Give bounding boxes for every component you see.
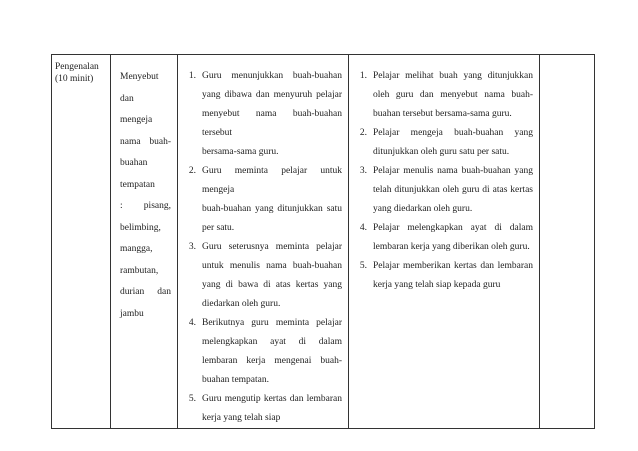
content-line: nama buah-: [120, 136, 171, 147]
step-number: 1.: [188, 71, 196, 81]
student-step: [349, 67, 533, 124]
step-text-line: buah-buahan yang ditunjukkan satu: [202, 204, 342, 214]
step-text-line: Berikutnya guru meminta pelajar: [202, 318, 342, 328]
step-text-line: yang dibawa dan menyuruh pelajar: [202, 90, 342, 100]
stage-duration: (10 minit): [55, 74, 94, 84]
step-text: [202, 314, 342, 390]
step-text: [373, 162, 533, 219]
step-text: [373, 219, 533, 257]
step-text: [202, 390, 342, 428]
teacher-step: [178, 238, 342, 314]
step-number: 5.: [188, 394, 196, 404]
content-line: rambutan,: [120, 265, 159, 276]
content-line: mangga,: [120, 244, 153, 254]
step-number: 5.: [359, 261, 367, 271]
step-text-line: Pelajar melihat buah yang ditunjukkan: [373, 71, 533, 81]
step-text: [202, 162, 342, 238]
content-line: mengeja: [120, 115, 153, 125]
step-text-line: Pelajar memberikan kertas dan lembaran: [373, 261, 533, 271]
step-text-line: Pelajar menulis nama buah-buahan yang: [373, 166, 533, 176]
step-text-line: lembaran kerja mengenai buah-: [202, 356, 342, 366]
teacher-step: [178, 67, 342, 162]
student-activity-cell: [349, 55, 540, 429]
teacher-step: [178, 390, 342, 428]
step-text-line: bersama-sama guru.: [202, 147, 279, 157]
step-text-line: oleh guru dan menyebut nama buah-: [373, 90, 533, 100]
content-line: durian dan: [120, 287, 171, 297]
student-activity-list: [349, 55, 539, 295]
teacher-activity-cell: [178, 55, 349, 429]
step-text-line: Guru meminta pelajar untuk mengeja: [202, 166, 342, 195]
step-text: [202, 67, 342, 162]
step-text-line: yang diedarkan oleh guru.: [373, 204, 473, 214]
step-text: [373, 257, 533, 295]
content-line: jambu: [120, 308, 144, 319]
lesson-row: [52, 55, 595, 429]
step-number: 4.: [359, 223, 367, 233]
step-text-line: lembaran kerja yang diberikan oleh guru.: [373, 242, 530, 252]
step-text-line: kerja yang telah siap kepada guru: [373, 280, 501, 290]
content-line: buahan: [120, 158, 148, 168]
step-text-line: yang di bawa di atas kertas yang: [202, 280, 342, 290]
step-text-line: untuk menulis nama buah-buahan: [202, 261, 342, 271]
lesson-plan-table: [51, 54, 595, 429]
step-number: 2.: [188, 166, 196, 176]
step-text-line: telah ditunjukkan oleh guru di atas kertas: [373, 185, 533, 195]
step-text-line: buahan tersebut bersama-sama guru.: [373, 109, 512, 119]
step-text-line: melengkapkan ayat di dalam: [202, 337, 342, 347]
content-line: dan: [120, 93, 134, 104]
step-text-line: kerja yang telah siap: [202, 413, 281, 423]
step-text-line: buahan tempatan.: [202, 375, 270, 385]
teacher-step: [178, 162, 342, 238]
step-text-line: Pelajar mengeja buah-buahan yang: [373, 128, 533, 138]
content-line: Menyebut: [120, 72, 159, 82]
step-number: 3.: [188, 242, 196, 252]
teacher-step: [178, 314, 342, 390]
content-text: [111, 55, 177, 325]
step-text-line: menyebut nama buah-buahan tersebut: [202, 109, 342, 138]
step-text: [373, 124, 533, 162]
step-text: [373, 67, 533, 124]
content-line: tempatan: [120, 179, 155, 190]
content-line: belimbing,: [120, 222, 161, 233]
step-text-line: per satu.: [202, 223, 235, 233]
step-number: 3.: [359, 166, 367, 176]
step-text: [202, 238, 342, 314]
step-text-line: Guru menunjukkan buah-buahan: [202, 71, 342, 81]
step-text-line: diedarkan oleh guru.: [202, 299, 281, 309]
step-number: 1.: [359, 71, 367, 81]
student-step: [349, 219, 533, 257]
notes-cell: [540, 55, 595, 429]
step-number: 4.: [188, 318, 196, 328]
student-step: [349, 124, 533, 162]
step-text-line: Pelajar melengkapkan ayat di dalam: [373, 223, 533, 233]
student-step: [349, 162, 533, 219]
step-text-line: Guru seterusnya meminta pelajar: [202, 242, 342, 252]
stage-cell: [52, 55, 111, 429]
content-line: : pisang,: [120, 201, 171, 211]
stage-title: Pengenalan: [55, 62, 99, 72]
student-step: [349, 257, 533, 295]
step-number: 2.: [359, 128, 367, 138]
teacher-activity-list: [178, 55, 348, 428]
step-text-line: ditunjukkan oleh guru satu per satu.: [373, 147, 510, 157]
content-cell: [111, 55, 178, 429]
step-text-line: Guru mengutip kertas dan lembaran: [202, 394, 342, 404]
